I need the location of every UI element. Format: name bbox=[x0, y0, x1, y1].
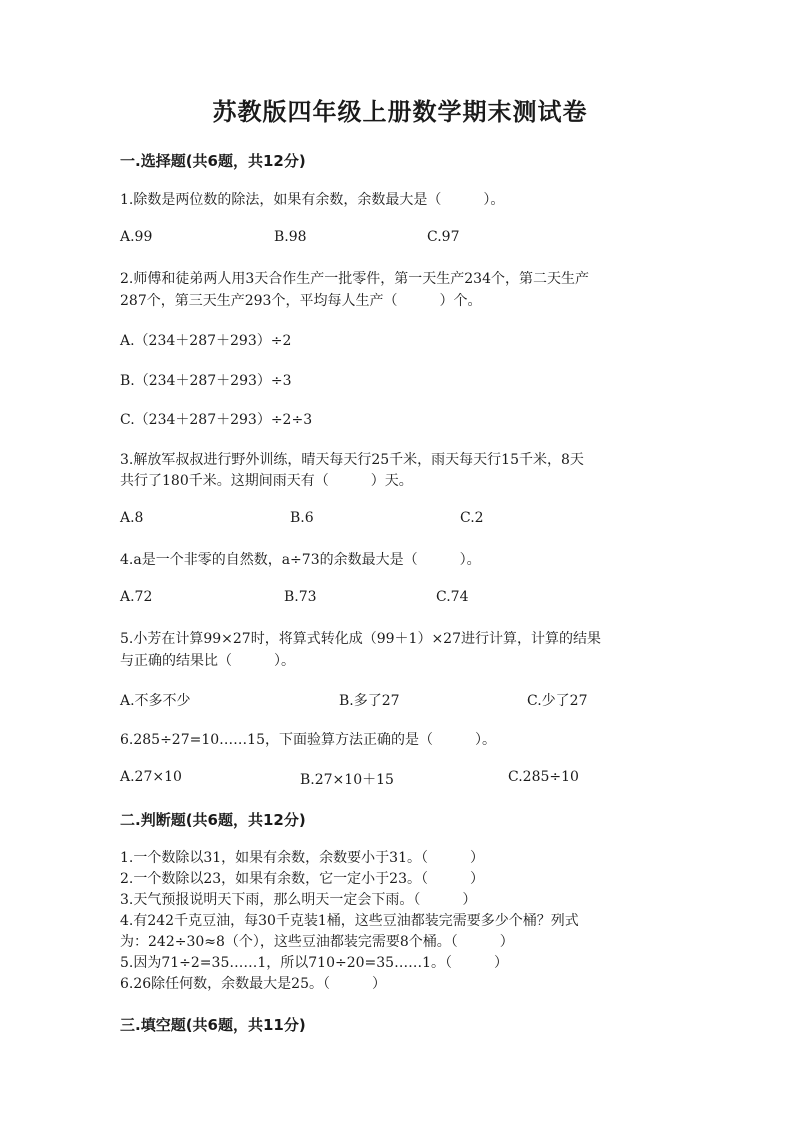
q3-option-b: B.6 bbox=[290, 510, 314, 526]
question-5-line-1: 5.小芳在计算99×27时，将算式转化成（99＋1）×27进行计算，计算的结果 bbox=[120, 631, 601, 647]
q2-option-c: C.（234＋287＋293）÷2÷3 bbox=[120, 412, 313, 428]
page-title: 苏教版四年级上册数学期末测试卷 bbox=[212, 98, 588, 126]
judgment-line-4: 4.有242千克豆油，每30千克装1桶，这些豆油都装完需要多少个桶？列式 bbox=[120, 913, 579, 929]
q4-option-b: B.73 bbox=[284, 589, 317, 605]
judgment-line-3: 3.天气预报说明天下雨，那么明天一定会下雨。（ ） bbox=[120, 892, 477, 908]
question-6: 6.285÷27=10……15，下面验算方法正确的是（ ）。 bbox=[120, 732, 496, 748]
q2-option-b: B.（234＋287＋293）÷3 bbox=[120, 373, 292, 389]
q4-option-c: C.74 bbox=[436, 589, 469, 605]
section-heading-choice: 一.选择题(共6题，共12分) bbox=[120, 152, 306, 170]
q4-option-a: A.72 bbox=[120, 589, 153, 605]
q6-option-c: C.285÷10 bbox=[508, 769, 579, 785]
section-heading-fill-blank: 三.填空题(共6题，共11分) bbox=[120, 1016, 306, 1034]
q5-option-a: A.不多不少 bbox=[120, 693, 191, 709]
question-3-line-1: 3.解放军叔叔进行野外训练，晴天每天行25千米，雨天每天行15千米，8天 bbox=[120, 452, 584, 468]
judgment-line-1: 1.一个数除以31，如果有余数，余数要小于31。（ ） bbox=[120, 850, 484, 866]
q1-option-a: A.99 bbox=[120, 229, 153, 245]
q5-option-b: B.多了27 bbox=[339, 693, 400, 709]
judgment-line-6: 5.因为71÷2=35……1，所以710÷20=35……1。（ ） bbox=[120, 955, 508, 971]
judgment-line-2: 2.一个数除以23，如果有余数，它一定小于23。（ ） bbox=[120, 871, 484, 887]
judgment-line-5: 为：242÷30≈8（个），这些豆油都装完需要8个桶。（ ） bbox=[120, 934, 514, 950]
question-1: 1.除数是两位数的除法，如果有余数，余数最大是（ ）。 bbox=[120, 192, 505, 208]
q2-option-a: A.（234＋287＋293）÷2 bbox=[120, 333, 292, 349]
q3-option-a: A.8 bbox=[120, 510, 144, 526]
judgment-line-7: 6.26除任何数，余数最大是25。（ ） bbox=[120, 976, 386, 992]
q1-option-c: C.97 bbox=[427, 229, 460, 245]
question-2-line-2: 287个，第三天生产293个，平均每人生产（ ）个。 bbox=[120, 293, 482, 309]
question-4: 4.a是一个非零的自然数，a÷73的余数最大是（ ）。 bbox=[120, 552, 481, 568]
section-heading-judgment: 二.判断题(共6题，共12分) bbox=[120, 811, 306, 829]
q6-option-b: B.27×10＋15 bbox=[300, 772, 394, 788]
question-5-line-2: 与正确的结果比（ ）。 bbox=[120, 653, 295, 669]
q3-option-c: C.2 bbox=[460, 510, 484, 526]
question-2-line-1: 2.师傅和徒弟两人用3天合作生产一批零件，第一天生产234个，第二天生产 bbox=[120, 271, 589, 287]
q5-option-c: C.少了27 bbox=[527, 693, 588, 709]
q6-option-a: A.27×10 bbox=[120, 769, 182, 785]
question-3-line-2: 共行了180千米。这期间雨天有（ ）天。 bbox=[120, 473, 413, 489]
q1-option-b: B.98 bbox=[274, 229, 307, 245]
